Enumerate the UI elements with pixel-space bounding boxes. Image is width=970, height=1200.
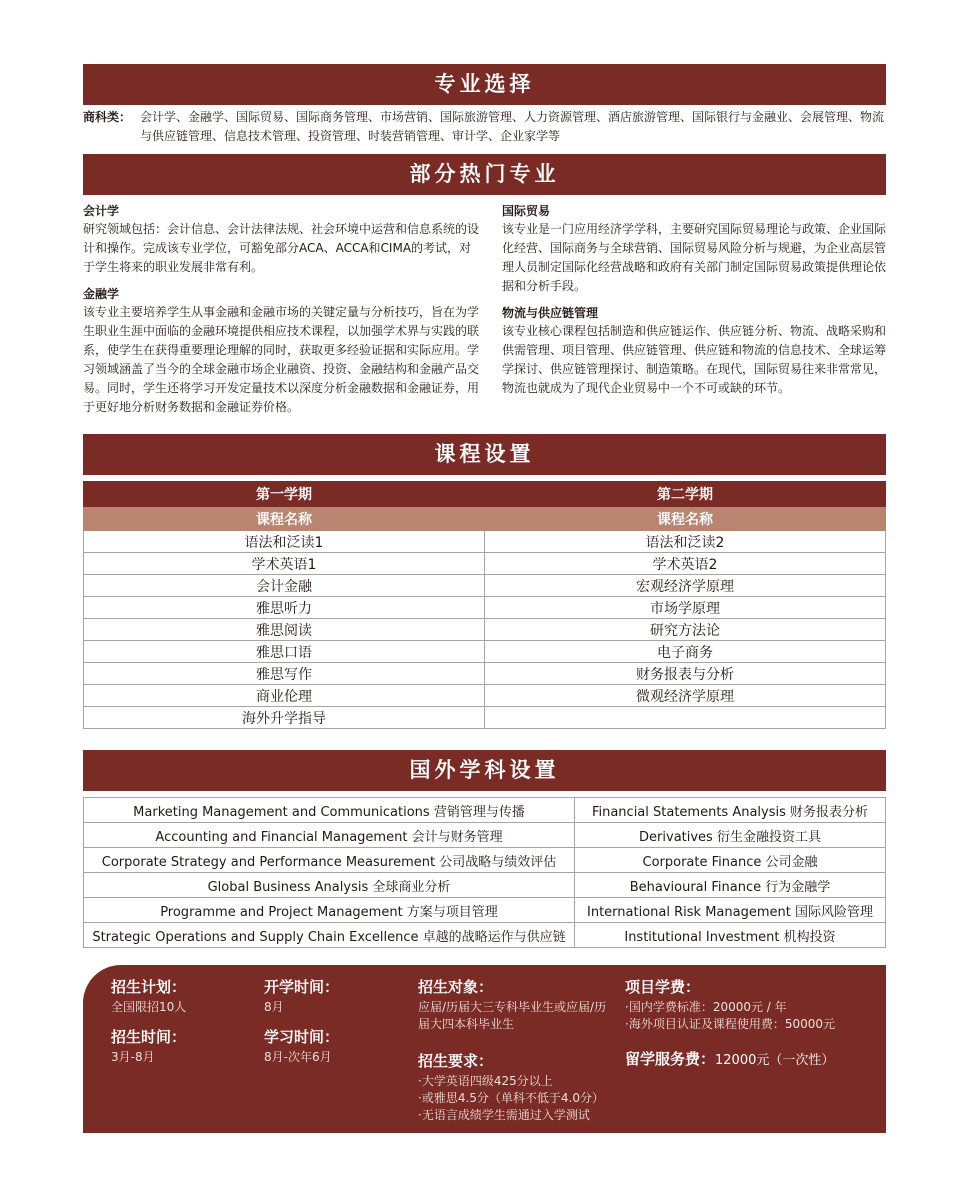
table-cell: Strategic Operations and Supply Chain Excellence 卓越的战略运作与供应链 [84, 923, 575, 948]
target-block [418, 977, 618, 1033]
table-cell: 研究方法论 [485, 619, 886, 641]
trade-text: 该专业是一门应用经济学学科，主要研究国际贸易理论与政策、企业国际化经营、国际商务与全球营销、国际贸易风险分析与规避，为企业高层管理人员制定国际化经营战略和政府有关部门制定国际贸易政策提供理论依据和分析手段。 [502, 222, 887, 293]
table-cell: 雅思听力 [84, 597, 485, 619]
table-row [84, 823, 886, 848]
study-value: 8月-次年6月 [264, 1050, 332, 1064]
table-cell: 市场学原理 [485, 597, 886, 619]
course-name-header: 课程名称 [485, 507, 886, 531]
study-title: 学习时间： [264, 1028, 340, 1046]
accounting-text: 研究领域包括：会计信息、会计法律法规、社会环境中运营和信息系统的设计和操作。完成该专业学位，可豁免部分ACA、ACCA和CIMA的考试，对于学生将来的职业发展非常有利。 [83, 222, 480, 274]
accounting-title: 会计学 [83, 204, 120, 218]
fee-item: ·海外项目认证及课程使用费：50000元 [625, 1017, 835, 1031]
fee-title: 项目学费： [625, 978, 701, 996]
table-cell: Marketing Management and Communications 营销管理与传播 [84, 798, 575, 823]
table-cell: 雅思阅读 [84, 619, 485, 641]
table-cell: 学术英语1 [84, 553, 485, 575]
hot-right-column [502, 202, 886, 406]
plan-block [111, 977, 251, 1016]
table-cell: 语法和泛读2 [485, 531, 886, 553]
table-cell: Financial Statements Analysis 财务报表分析 [575, 798, 886, 823]
table-row [84, 848, 886, 873]
table-cell: 雅思写作 [84, 663, 485, 685]
table-cell: 电子商务 [485, 641, 886, 663]
time-block [111, 1027, 251, 1066]
course-name-header: 课程名称 [84, 507, 485, 531]
plan-title: 招生计划： [111, 978, 187, 996]
section-foreign-subjects: 国外学科设置 [83, 750, 886, 791]
table-cell: International Risk Management 国际风险管理 [575, 898, 886, 923]
requirement-item: ·大学英语四级425分以上 [418, 1074, 553, 1088]
admission-info-panel [83, 965, 886, 1133]
time-title: 招生时间： [111, 1028, 187, 1046]
table-row [84, 575, 886, 597]
start-value: 8月 [264, 1000, 284, 1014]
finance-title: 金融学 [83, 287, 120, 301]
requirement-item: ·或雅思4.5分（单科不低于4.0分） [418, 1091, 604, 1105]
requirement-item: ·无语言成绩学生需通过入学测试 [418, 1108, 590, 1122]
target-title: 招生对象： [418, 978, 494, 996]
finance-text: 该专业主要培养学生从事金融和金融市场的关键定量与分析技巧，旨在为学生职业生涯中面临的金融环境提供相应技术课程，以加强学术界与实践的联系，使学生在获得重要理论理解的同时，获取更多经验证据和实际应用。学习领域涵盖了当今的全球金融市场企业融资、投资、金融结构和金融产品交易。同时，学生还将学习开发定量技术以深度分析金融数据和金融证券，用于更好地分析财务数据和金融证券价格。 [83, 305, 480, 414]
semester2-header: 第二学期 [485, 482, 886, 507]
semester1-header: 第一学期 [84, 482, 485, 507]
requirement-title: 招生要求： [418, 1052, 494, 1070]
section-major-selection: 专业选择 [83, 64, 886, 105]
hot-left-column [83, 202, 483, 425]
table-row [84, 898, 886, 923]
table-cell: Institutional Investment 机构投资 [575, 923, 886, 948]
table-row [84, 553, 886, 575]
time-value: 3月-8月 [111, 1050, 155, 1064]
fee-block [625, 977, 875, 1033]
table-row [84, 531, 886, 553]
requirement-block [418, 1051, 638, 1124]
trade-title: 国际贸易 [502, 204, 551, 218]
table-cell [485, 707, 886, 729]
table-cell: 宏观经济学原理 [485, 575, 886, 597]
study-block [264, 1027, 404, 1066]
fee-item: ·国内学费标准：20000元 / 年 [625, 1000, 787, 1014]
table-cell: 雅思口语 [84, 641, 485, 663]
table-row [84, 707, 886, 729]
target-value: 应届/历届大三专科毕业生或应届/历届大四本科毕业生 [418, 1000, 607, 1031]
table-row [84, 798, 886, 823]
logistics-title: 物流与供应链管理 [502, 306, 599, 320]
table-cell: Behavioural Finance 行为金融学 [575, 873, 886, 898]
section-hot-majors: 部分热门专业 [83, 154, 886, 195]
table-cell: 学术英语2 [485, 553, 886, 575]
start-block [264, 977, 404, 1016]
table-cell: Global Business Analysis 全球商业分析 [84, 873, 575, 898]
table-cell: Corporate Finance 公司金融 [575, 848, 886, 873]
table-cell: Derivatives 衍生金融投资工具 [575, 823, 886, 848]
table-cell: 语法和泛读1 [84, 531, 485, 553]
table-cell: Programme and Project Management 方案与项目管理 [84, 898, 575, 923]
table-cell: 微观经济学原理 [485, 685, 886, 707]
table-cell: 海外升学指导 [84, 707, 485, 729]
table-cell: Accounting and Financial Management 会计与财务管理 [84, 823, 575, 848]
service-fee-title: 留学服务费： [625, 1050, 716, 1068]
start-title: 开学时间： [264, 978, 340, 996]
plan-value: 全国限招10人 [111, 1000, 187, 1014]
table-row [84, 663, 886, 685]
majors-list [83, 108, 895, 146]
table-row [84, 641, 886, 663]
majors-text: 会计学、金融学、国际贸易、国际商务管理、市场营销、国际旅游管理、人力资源管理、酒店旅游管理、国际银行与金融业、会展管理、物流与供应链管理、信息技术管理、投资管理、时装营销管理、审计学、企业家学等 [140, 110, 885, 143]
table-row [84, 873, 886, 898]
service-fee-block [625, 1051, 875, 1069]
table-row [84, 685, 886, 707]
service-fee-value: 12000元（一次性） [715, 1053, 835, 1068]
foreign-subjects-table [83, 797, 886, 948]
section-curriculum: 课程设置 [83, 434, 886, 475]
table-cell: 财务报表与分析 [485, 663, 886, 685]
table-row [84, 619, 886, 641]
table-cell: 会计金融 [84, 575, 485, 597]
majors-label: 商科类： [83, 110, 132, 124]
table-row [84, 597, 886, 619]
curriculum-table [83, 481, 886, 729]
logistics-text: 该专业核心课程包括制造和供应链运作、供应链分析、物流、战略采购和供需管理、项目管理、供应链管理、供应链和物流的信息技术、全球运筹学探讨、供应链管理探讨、制造策略。在现代，国际贸易往来非常常见，物流也就成为了现代企业贸易中一个不可或缺的环节。 [502, 324, 887, 395]
table-row [84, 923, 886, 948]
table-cell: Corporate Strategy and Performance Measurement 公司战略与绩效评估 [84, 848, 575, 873]
table-cell: 商业伦理 [84, 685, 485, 707]
